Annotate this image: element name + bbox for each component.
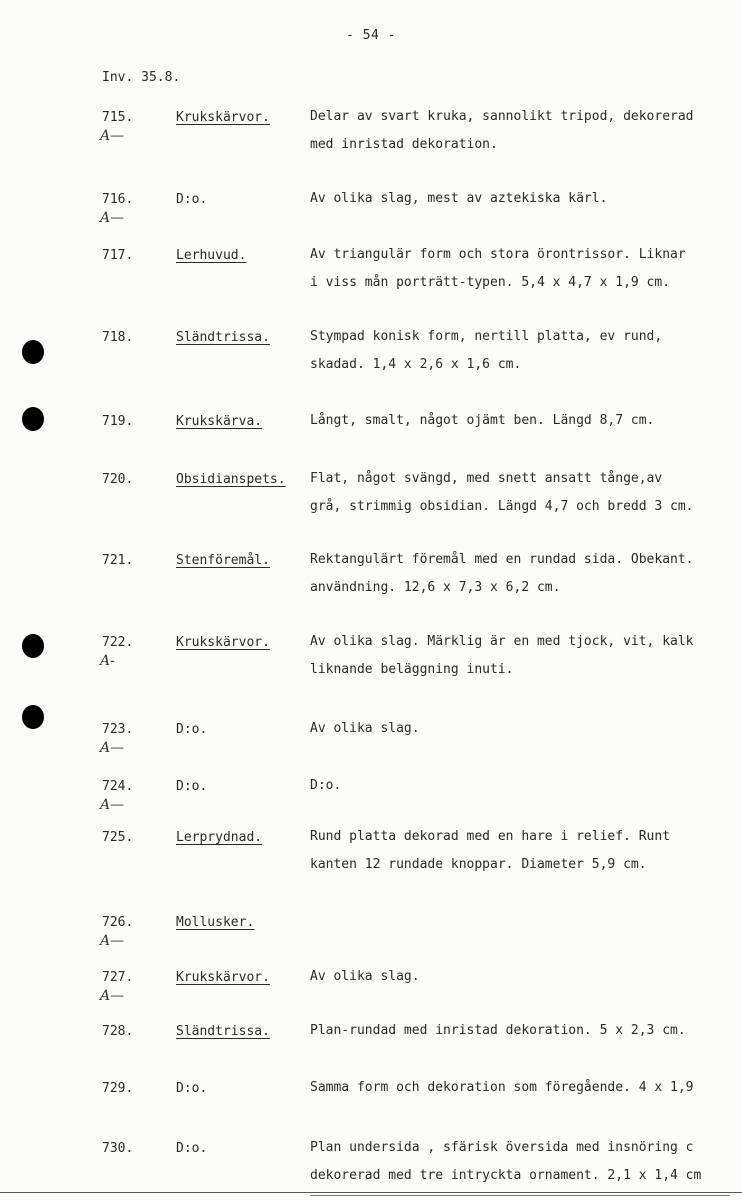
entry-name: Lerhuvud. (176, 248, 247, 263)
entry-description (310, 1017, 742, 1045)
description-line: Plan undersida , sfärisk översida med insnöring c (310, 1140, 694, 1155)
entry-name: Mollusker. (176, 915, 255, 930)
description-line: Långt, smalt, något ojämt ben. Längd 8,7 cm. (310, 413, 655, 428)
description-line: Rund platta dekorad med en hare i relief. Runt (310, 829, 671, 844)
punch-hole (22, 340, 44, 364)
bottom-rule (0, 1192, 742, 1193)
description-line: Av triangulär form och stora örontrissor. Liknar (310, 247, 686, 262)
entry-description (310, 103, 742, 159)
description-line: grå, strimmig obsidian. Längd 4,7 och bredd 3 cm. (310, 499, 694, 514)
entry-number: 726. (102, 915, 134, 930)
entry-number: 717. (102, 248, 134, 263)
handwritten-mark: A— (100, 797, 125, 813)
entry-name: Sländtrissa. (176, 1024, 270, 1039)
handwritten-mark: A— (100, 128, 125, 144)
description-line: liknande beläggning inuti. (310, 662, 514, 677)
description-line: med inristad dekoration. (310, 137, 498, 152)
description-line: Stympad konisk form, nertill platta, ev rund, (310, 329, 663, 344)
entry-name: D:o. (176, 722, 208, 737)
entry-number: 729. (102, 1081, 134, 1096)
entry-description (310, 465, 742, 521)
description-line: Av olika slag. (310, 969, 420, 984)
handwritten-mark: A— (100, 210, 125, 226)
handwritten-mark: A— (100, 740, 125, 756)
bottom-rule (310, 1195, 730, 1196)
entry-description (310, 546, 742, 602)
entry-number: 730. (102, 1141, 134, 1156)
entry-description (310, 185, 742, 213)
entry-description (310, 241, 742, 297)
entry-name: Stenföremål. (176, 553, 270, 568)
entry-name: Krukskärva. (176, 414, 263, 429)
description-line: D:o. (310, 778, 342, 793)
inventory-label: Inv. 35.8. (102, 70, 181, 85)
entry-number: 716. (102, 192, 134, 207)
entry-name: D:o. (176, 192, 208, 207)
punch-hole (22, 407, 44, 431)
entry-name: Sländtrissa. (176, 330, 270, 345)
entry-description (310, 715, 742, 743)
entry-description (310, 1134, 742, 1190)
entry-number: 715. (102, 110, 134, 125)
handwritten-mark: A— (100, 933, 125, 949)
entry-description (310, 772, 742, 800)
entry-name: D:o. (176, 779, 208, 794)
entry-description (310, 323, 742, 379)
entry-name: D:o. (176, 1141, 208, 1156)
punch-hole (22, 634, 44, 658)
description-line: skadad. 1,4 x 2,6 x 1,6 cm. (310, 357, 522, 372)
entry-description (310, 1074, 742, 1102)
entry-description (310, 823, 742, 879)
description-line: Av olika slag. (310, 721, 420, 736)
entry-number: 725. (102, 830, 134, 845)
entry-number: 720. (102, 472, 134, 487)
description-line: i viss mån porträtt-typen. 5,4 x 4,7 x 1,9 cm. (310, 275, 671, 290)
entry-description (310, 628, 742, 684)
entry-number: 723. (102, 722, 134, 737)
entry-number: 728. (102, 1024, 134, 1039)
entry-number: 727. (102, 970, 134, 985)
description-line: Samma form och dekoration som föregående. 4 x 1,9 (310, 1080, 694, 1095)
description-line: kanten 12 rundade knoppar. Diameter 5,9 cm. (310, 857, 647, 872)
entry-description (310, 963, 742, 991)
entry-name: Lerprydnad. (176, 830, 263, 845)
handwritten-mark: A— (100, 988, 125, 1004)
entry-number: 722. (102, 635, 134, 650)
entry-description (310, 407, 742, 435)
entry-number: 724. (102, 779, 134, 794)
description-line: Flat, något svängd, med snett ansatt tånge,av (310, 471, 663, 486)
entry-name: Krukskärvor. (176, 110, 270, 125)
punch-hole (22, 705, 44, 729)
description-line: användning. 12,6 x 7,3 x 6,2 cm. (310, 580, 561, 595)
description-line: Av olika slag. Märklig är en med tjock, vit, kalk (310, 634, 694, 649)
entry-number: 718. (102, 330, 134, 345)
entry-name: Krukskärvor. (176, 635, 270, 650)
description-line: Av olika slag, mest av aztekiska kärl. (310, 191, 608, 206)
description-line: dekorerad med tre intryckta ornament. 2,1 x 1,4 cm (310, 1168, 702, 1183)
entry-name: Krukskärvor. (176, 970, 270, 985)
entry-name: Obsidianspets. (176, 472, 286, 487)
description-line: Plan-rundad med inristad dekoration. 5 x 2,3 cm. (310, 1023, 686, 1038)
entry-name: D:o. (176, 1081, 208, 1096)
entry-number: 721. (102, 553, 134, 568)
description-line: Delar av svart kruka, sannolikt tripod, dekorerad (310, 109, 694, 124)
entry-number: 719. (102, 414, 134, 429)
handwritten-mark: A- (100, 653, 115, 669)
page-number: - 54 - (346, 28, 396, 43)
description-line: Rektangulärt föremål med en rundad sida. Obekant. (310, 552, 694, 567)
